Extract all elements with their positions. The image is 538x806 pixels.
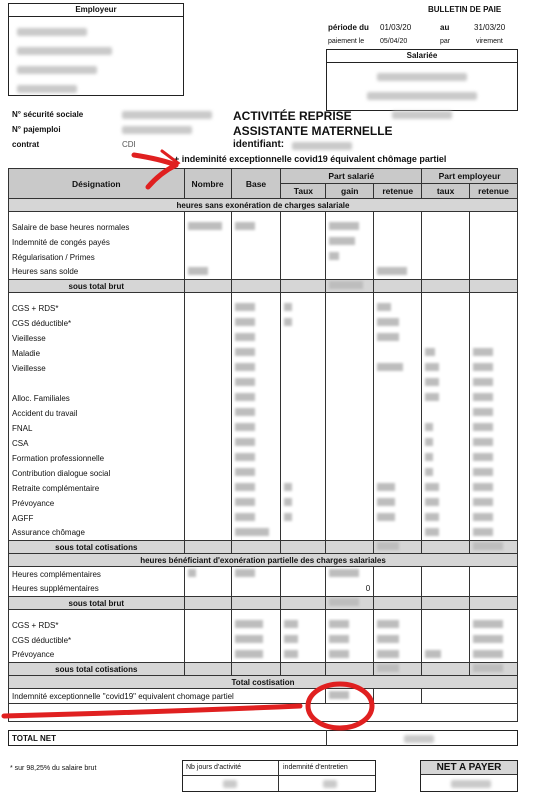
table-row: FNAL [9, 421, 518, 436]
header-retenue: retenue [374, 184, 422, 199]
header-retenue-emp: retenue [470, 184, 518, 199]
table-row: Assurance chômage [9, 526, 518, 541]
employer-box [8, 3, 184, 96]
net-a-payer-value [451, 780, 491, 788]
header-taux: Taux [281, 184, 326, 199]
activity-note: + indeminité exceptionnelle covid19 équivalent chômage partiel [174, 154, 447, 164]
table-row: CGS + RDS* [9, 618, 518, 633]
identifiant-label: identifiant: [233, 139, 285, 150]
table-row: Maladie [9, 346, 518, 361]
table-row: Accident du travail [9, 406, 518, 421]
indemnite-entretien-label: indemnité d'entretien [283, 764, 348, 771]
identifiant-redacted [292, 142, 352, 150]
header-gain: gain [326, 184, 374, 199]
table-row: CGS déductible* [9, 316, 518, 331]
paiement-label: paiement le [328, 38, 365, 45]
total-net-value [404, 735, 434, 743]
net-a-payer-box [420, 760, 518, 792]
section-sans-exoneration: heures sans exonération de charges salariale [9, 199, 518, 212]
salarie-title: Salariée [327, 50, 517, 63]
secu-redacted [122, 111, 212, 119]
salarie-redacted [327, 63, 517, 129]
table-row: Heures complémentaires [9, 567, 518, 582]
secu-label: N° sécurité sociale [12, 110, 84, 119]
table-row: CGS + RDS* [9, 301, 518, 316]
header-designation: Désignation [9, 169, 185, 199]
subtotal-cotisations-2: sous total cotisations [9, 663, 185, 676]
header-part-employeur: Part employeur [422, 169, 518, 184]
employer-title: Employeur [9, 4, 183, 17]
par-label: par [440, 38, 451, 45]
employer-redacted [9, 17, 183, 104]
header-taux-emp: taux [422, 184, 470, 199]
payslip-table [8, 168, 518, 722]
pajemploi-redacted [122, 126, 192, 134]
table-row: Vieillesse [9, 361, 518, 376]
subtotal-brut: sous total brut [9, 280, 185, 293]
table-row: Prévoyance [9, 496, 518, 511]
table-row: CSA [9, 436, 518, 451]
table-row [9, 376, 518, 391]
subtotal-brut-2: sous total brut [9, 597, 185, 610]
table-row: Indemnité exceptionnelle "covid19" equivalent chomage partiel [9, 689, 518, 704]
total-net-label: TOTAL NET [12, 734, 56, 743]
contrat-label: contrat [12, 140, 40, 149]
activity-line1: ACTIVITÉE REPRISE [233, 109, 352, 123]
total-net-row [8, 730, 518, 746]
table-row: Formation professionnelle [9, 451, 518, 466]
table-row: Contribution dialogue social [9, 466, 518, 481]
periode-to: 31/03/20 [474, 23, 506, 32]
table-row: Prévoyance [9, 648, 518, 663]
table-row: Alloc. Familiales [9, 391, 518, 406]
periode-label: période du [328, 23, 369, 32]
subtotal-cotisations: sous total cotisations [9, 541, 185, 554]
activity-line2: ASSISTANTE MATERNELLE [233, 124, 393, 138]
footer-info-box [182, 760, 376, 792]
pajemploi-label: N° pajemploi [12, 125, 61, 134]
table-row: CGS déductible* [9, 633, 518, 648]
header-nombre: Nombre [184, 169, 231, 199]
au-label: au [440, 23, 450, 32]
section-exoneration-partielle: heures bénéficiant d'exonération partielle des charges salariales [9, 554, 518, 567]
heures-sup-gain: 0 [326, 582, 374, 597]
table-row: Salaire de base heures normales [9, 220, 518, 235]
header-base: Base [231, 169, 281, 199]
table-row: Heures supplémentaires 0 [9, 582, 518, 597]
paiement-date: 05/04/20 [380, 38, 408, 45]
total-cotisation: Total costisation [9, 676, 518, 689]
par-value: virement [476, 38, 503, 45]
footnote: * sur 98,25% du salaire brut [10, 765, 97, 772]
nb-jours-label: Nb jours d'activité [186, 764, 242, 771]
periode-from: 01/03/20 [380, 23, 412, 32]
table-row: AGFF [9, 511, 518, 526]
net-a-payer-label: NET A PAYER [421, 761, 517, 775]
contrat-value: CDI [122, 140, 136, 149]
doc-title: BULLETIN DE PAIE [428, 5, 502, 14]
table-row: Indemnité de congés payés [9, 235, 518, 250]
table-row: Vieillesse [9, 331, 518, 346]
table-row: Retraite complémentaire [9, 481, 518, 496]
salarie-box [326, 49, 518, 111]
header-part-salarie: Part salarié [281, 169, 422, 184]
table-row: Régularisation / Primes [9, 250, 518, 265]
table-row: Heures sans solde [9, 265, 518, 280]
